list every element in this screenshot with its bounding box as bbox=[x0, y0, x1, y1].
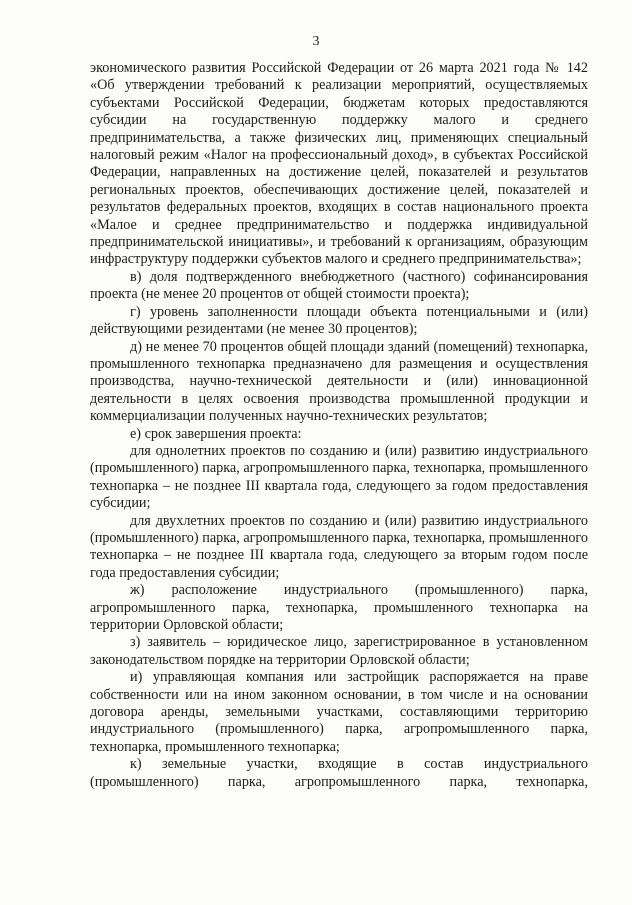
paragraph: г) уровень заполненности площади объекта потенциальными и (или) действующими резидентами (не менее 30 процентов); bbox=[90, 303, 588, 338]
paragraph: в) доля подтвержденного внебюджетного (частного) софинансирования проекта (не менее 20 процентов от общей стоимости проекта); bbox=[90, 268, 588, 303]
paragraph: е) срок завершения проекта: bbox=[130, 425, 302, 442]
paragraph: для однолетних проектов по созданию и (или) развитию индустриального (промышленного) парка, агропромышленного парка, технопарка, промышленного технопарка – не позднее III квартала года, следующего за годом предоставления субсидии; bbox=[90, 442, 588, 512]
document-body bbox=[90, 60, 588, 791]
paragraph: ж) расположение индустриального (промышленного) парка, агропромышленного парка, технопарка, промышленного технопарка на территории Орловской области; bbox=[90, 582, 588, 633]
paragraph: з) заявитель – юридическое лицо, зарегистрированное в установленном законодательством порядке на территории Орловской области; bbox=[90, 634, 588, 668]
paragraph: к) земельные участки, входящие в состав индустриального (промышленного) парка, агропромышленного парка, технопарка, bbox=[90, 756, 588, 790]
paragraph: д) не менее 70 процентов общей площади зданий (помещений) технопарка, промышленного технопарка предназначено для размещения и осуществления производства, научно-технической деятельности и (или) инновационной деятельности в целях освоения производства промышленной продукции и коммерциализации полученных научно-технических результатов; bbox=[90, 338, 588, 425]
page-number: 3 bbox=[312, 34, 320, 49]
paragraph: экономического развития Российской Федерации от 26 марта 2021 года № 142 «Об утверждении требований к реализации мероприятий, осуществляемых субъектами Российской Федерации, бюджетам которых предоставляются субсидии на государственную поддержку малого и среднего предпринимательства, а также физических лиц, применяющих специальный налоговый режим «Налог на профессиональный доход», в субъектах Российской Федерации, направленных на достижение целей, показателей и результатов региональных проектов, обеспечивающих достижение целей, показателей и результатов федеральных проектов, входящих в состав национального проекта «Малое и среднее предпринимательство и поддержка индивидуальной предпринимательской инициативы», и требований к организациям, образующим инфраструктуру поддержки субъектов малого и среднего предпринимательства»; bbox=[90, 60, 588, 268]
paragraph: и) управляющая компания или застройщик распоряжается на праве собственности или на ином законном основании, в том числе и на основании договора аренды, земельными участками, составляющими территорию индустриального (промышленного) парка, агропромышленного парка, технопарка, промышленного технопарка; bbox=[90, 669, 588, 755]
paragraph: для двухлетних проектов по созданию и (или) развитию индустриального (промышленного) парка, агропромышленного парка, технопарка, промышленного технопарка – не позднее III квартала года, следующего за вторым годом после года предоставления субсидии; bbox=[90, 512, 588, 581]
